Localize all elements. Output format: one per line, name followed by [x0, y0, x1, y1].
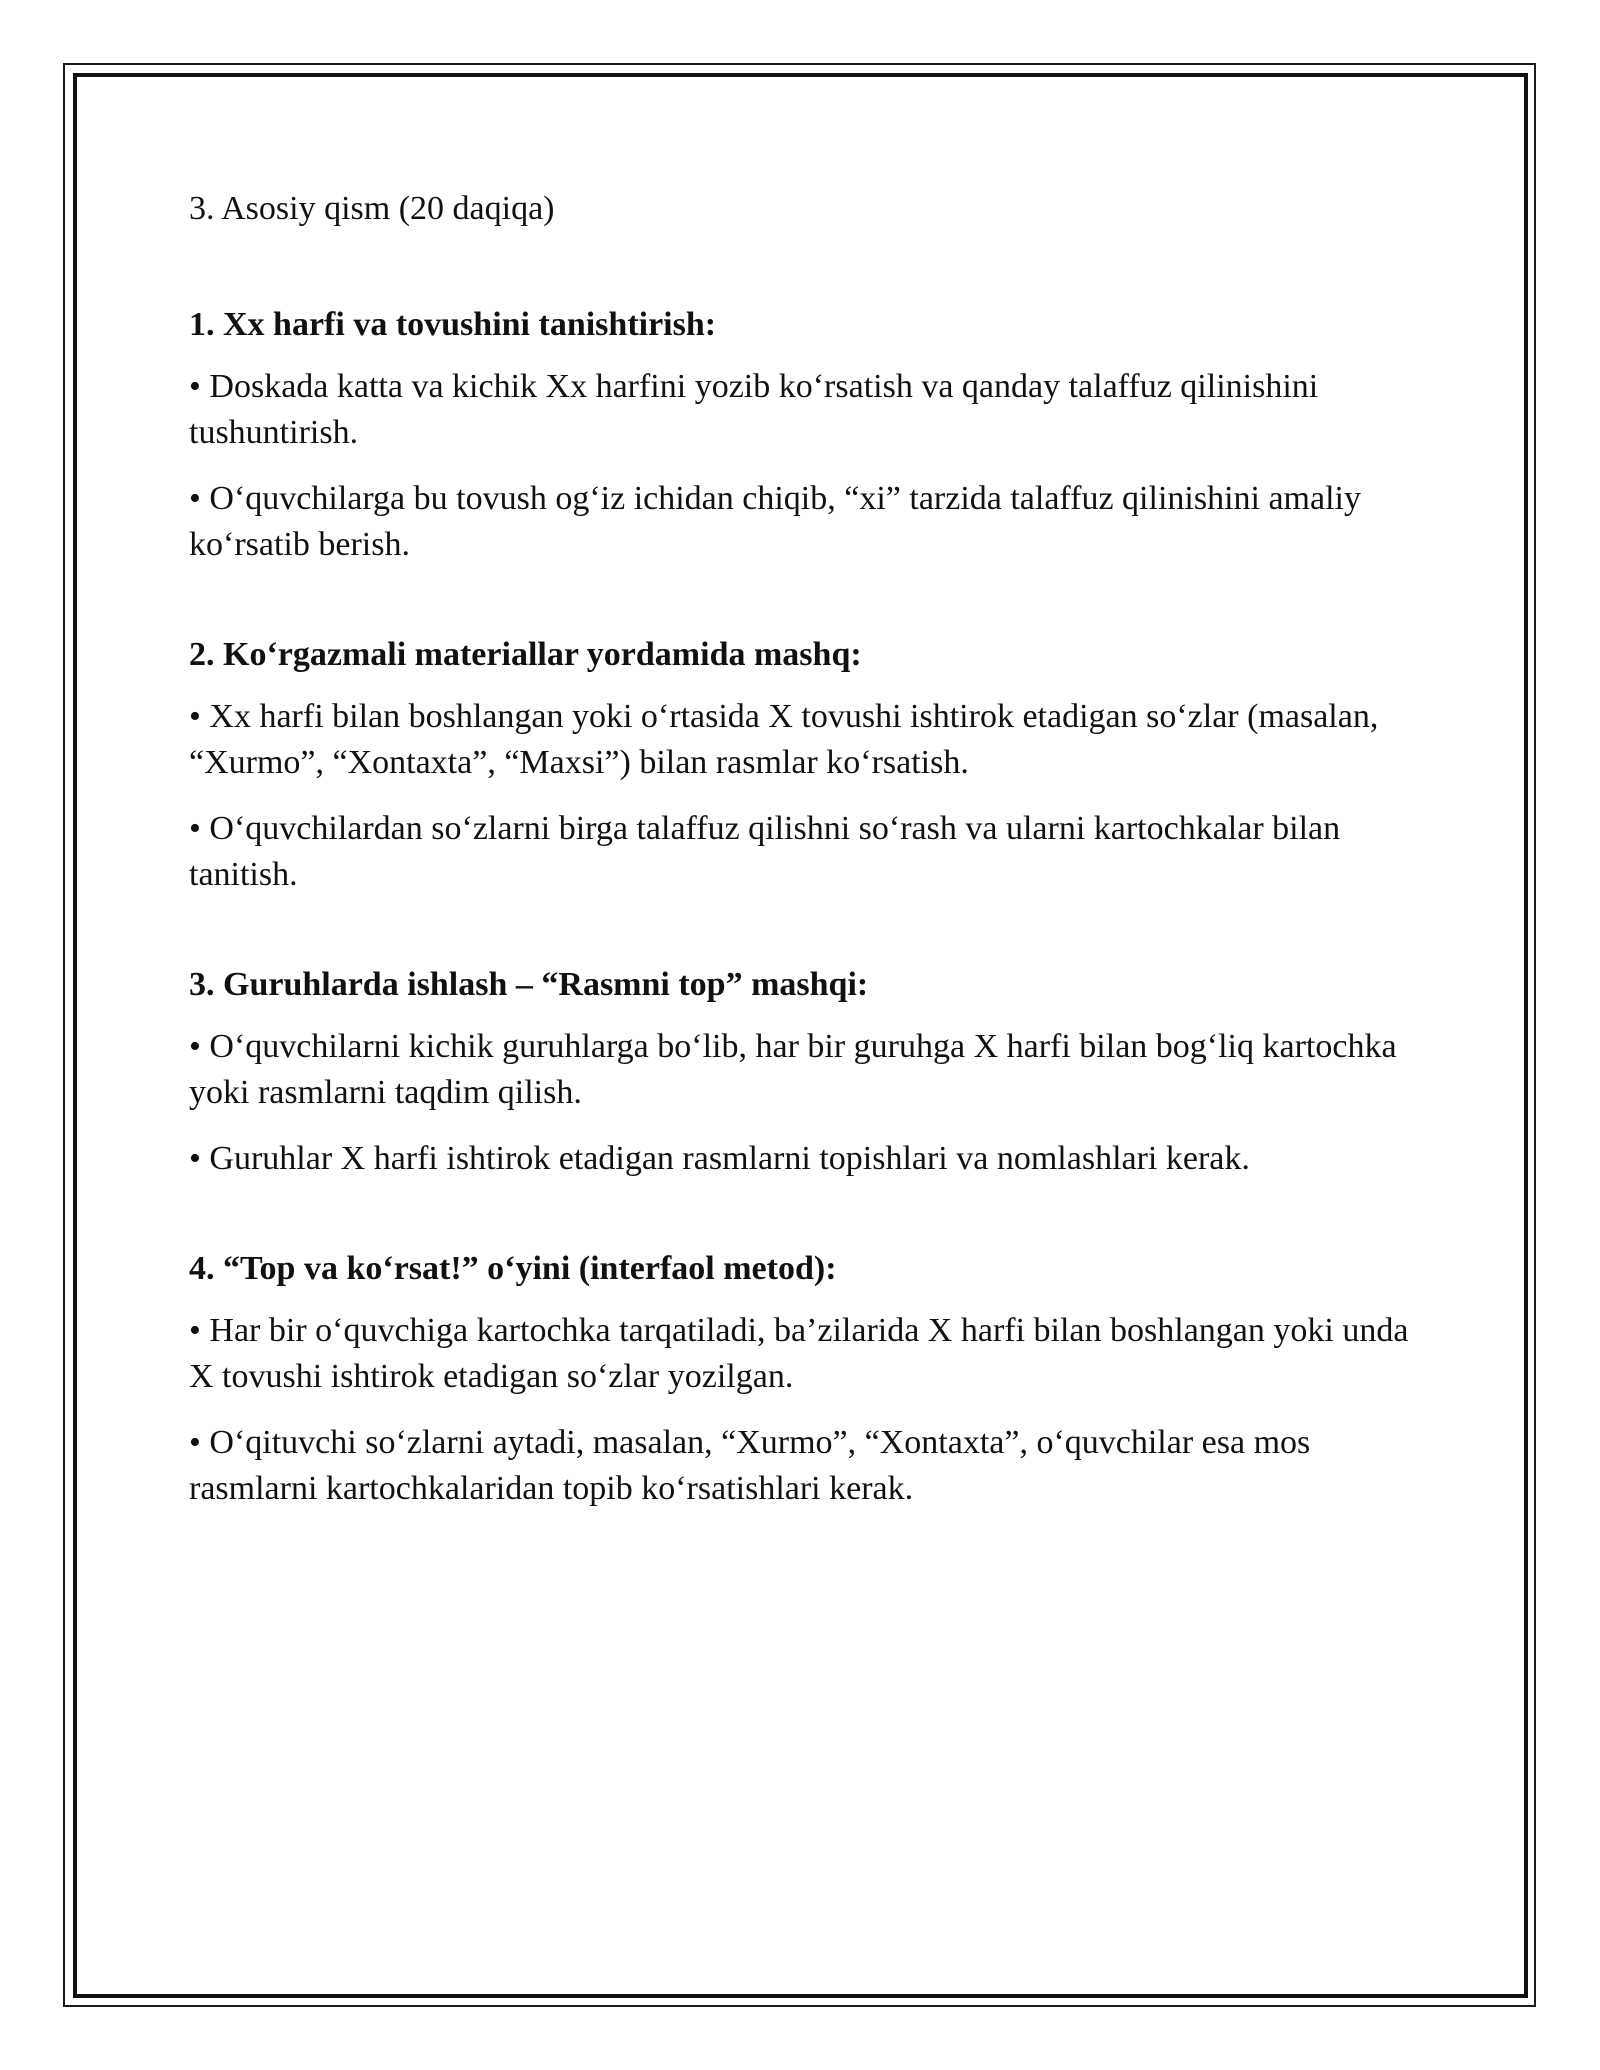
step-heading-3: 3. Guruhlarda ishlash – “Rasmni top” mashqi: [189, 966, 869, 1003]
step-section-4 [189, 1246, 1429, 1512]
bullet-item: • Doskada katta va kichik Xx harfini yozib ko‘rsatish va qanday talaffuz qilinishini tushuntirish. [189, 368, 1319, 451]
step-heading-2: 2. Ko‘rgazmali materiallar yordamida mashq: [189, 636, 862, 673]
step-section-2 [189, 632, 1429, 898]
bullet-item: • O‘quvchilarga bu tovush og‘iz ichidan chiqib, “xi” tarzida talaffuz qilinishini amaliy ko‘rsatib berish. [189, 480, 1361, 563]
step-section-1 [189, 302, 1429, 568]
document-body [189, 186, 1429, 1512]
step-heading-1: 1. Xx harfi va tovushini tanishtirish: [189, 306, 717, 343]
bullet-item: • Guruhlar X harfi ishtirok etadigan rasmlarni topishlari va nomlashlari kerak. [189, 1140, 1250, 1177]
step-section-3 [189, 962, 1429, 1182]
bullet-item: • Har bir o‘quvchiga kartochka tarqatiladi, ba’zilarida X harfi bilan boshlangan yoki unda X tovushi ishtirok etadigan so‘zlar yozilgan. [189, 1312, 1409, 1395]
bullet-item: • O‘quvchilarni kichik guruhlarga bo‘lib, har bir guruhga X harfi bilan bog‘liq kartochka yoki rasmlarni taqdim qilish. [189, 1028, 1397, 1111]
bullet-item: • Xx harfi bilan boshlangan yoki o‘rtasida X tovushi ishtirok etadigan so‘zlar (masalan, “Xurmo”, “Xontaxta”, “Maxsi”) bilan rasmlar ko‘rsatish. [189, 698, 1379, 781]
section-title: 3. Asosiy qism (20 daqiqa) [189, 190, 555, 227]
bullet-item: • O‘qituvchi so‘zlarni aytadi, masalan, “Xurmo”, “Xontaxta”, o‘quvchilar esa mos rasmlarni kartochkalaridan topib ko‘rsatishlari kerak. [189, 1424, 1311, 1507]
step-heading-4: 4. “Top va ko‘rsat!” o‘yini (interfaol metod): [189, 1250, 837, 1287]
bullet-item: • O‘quvchilardan so‘zlarni birga talaffuz qilishni so‘rash va ularni kartochkalar bilan tanitish. [189, 810, 1341, 893]
